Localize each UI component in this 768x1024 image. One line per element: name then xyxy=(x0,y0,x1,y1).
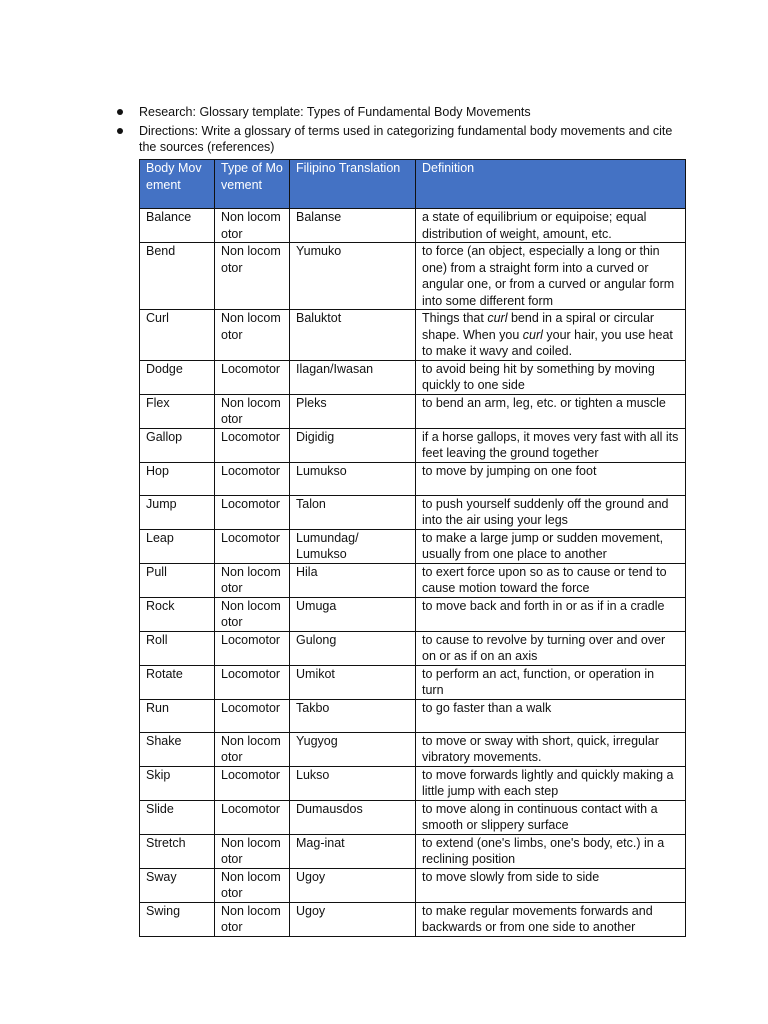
movement-cell: Flex xyxy=(140,394,215,428)
definition-cell: if a horse gallops, it moves very fast with all its feet leaving the ground together xyxy=(416,428,686,462)
definition-cell: to move along in continuous contact with a smooth or slippery surface xyxy=(416,800,686,834)
filipino-cell: Yugyog xyxy=(290,732,416,766)
definition-cell: to make a large jump or sudden movement, usually from one place to another xyxy=(416,529,686,563)
movement-cell: Gallop xyxy=(140,428,215,462)
type-cell: Non locomotor xyxy=(215,834,290,868)
movement-cell: Shake xyxy=(140,732,215,766)
type-cell: Non locomotor xyxy=(215,732,290,766)
definition-cell: to extend (one's limbs, one's body, etc.) in a reclining position xyxy=(416,834,686,868)
definition-emphasis: curl xyxy=(487,311,508,325)
filipino-cell: Balanse xyxy=(290,209,416,243)
definition-cell: to exert force upon so as to cause or tend to cause motion toward the force xyxy=(416,563,686,597)
movement-cell: Dodge xyxy=(140,360,215,394)
table-row xyxy=(140,529,686,563)
type-cell: Locomotor xyxy=(215,665,290,699)
movement-cell: Rock xyxy=(140,597,215,631)
table-row xyxy=(140,209,686,243)
movement-cell: Swing xyxy=(140,902,215,936)
table-row xyxy=(140,462,686,495)
table-row xyxy=(140,428,686,462)
header-definition: Definition xyxy=(416,160,686,209)
research-bullet xyxy=(112,104,692,121)
table-row xyxy=(140,800,686,834)
type-cell: Non locomotor xyxy=(215,563,290,597)
definition-cell: to move forwards lightly and quickly making a little jump with each step xyxy=(416,766,686,800)
table-row xyxy=(140,766,686,800)
directions-bullet xyxy=(112,123,692,156)
definition-cell: to move back and forth in or as if in a cradle xyxy=(416,597,686,631)
table-row xyxy=(140,495,686,529)
header-type-of-movement: Type of Movement xyxy=(215,160,290,209)
movement-cell: Rotate xyxy=(140,665,215,699)
table-row xyxy=(140,902,686,936)
table-row xyxy=(140,597,686,631)
type-cell: Non locomotor xyxy=(215,394,290,428)
table-row xyxy=(140,243,686,310)
movement-cell: Leap xyxy=(140,529,215,563)
table-header-row xyxy=(140,160,686,209)
type-cell: Non locomotor xyxy=(215,310,290,361)
table-row xyxy=(140,360,686,394)
filipino-cell: Lumundag/ Lumukso xyxy=(290,529,416,563)
header-filipino-translation: Filipino Translation xyxy=(290,160,416,209)
movement-cell: Roll xyxy=(140,631,215,665)
definition-text: your hair, you use heat to make it wavy and coiled. xyxy=(422,327,673,358)
filipino-cell: Lumukso xyxy=(290,462,416,495)
movement-cell: Pull xyxy=(140,563,215,597)
filipino-cell: Ugoy xyxy=(290,868,416,902)
filipino-cell: Hila xyxy=(290,563,416,597)
movement-cell: Jump xyxy=(140,495,215,529)
type-cell: Locomotor xyxy=(215,462,290,495)
table-row xyxy=(140,310,686,361)
definition-cell: to go faster than a walk xyxy=(416,699,686,732)
type-cell: Locomotor xyxy=(215,495,290,529)
movement-cell: Hop xyxy=(140,462,215,495)
movement-cell: Slide xyxy=(140,800,215,834)
definition-cell: to move slowly from side to side xyxy=(416,868,686,902)
table-row xyxy=(140,631,686,665)
movement-cell: Balance xyxy=(140,209,215,243)
definition-cell: to cause to revolve by turning over and over on or as if on an axis xyxy=(416,631,686,665)
filipino-cell: Ilagan/Iwasan xyxy=(290,360,416,394)
type-cell: Non locomotor xyxy=(215,209,290,243)
type-cell: Non locomotor xyxy=(215,597,290,631)
filipino-cell: Takbo xyxy=(290,699,416,732)
type-cell: Non locomotor xyxy=(215,868,290,902)
definition-cell: to bend an arm, leg, etc. or tighten a muscle xyxy=(416,394,686,428)
definition-cell: to make regular movements forwards and backwards or from one side to another xyxy=(416,902,686,936)
movement-cell: Bend xyxy=(140,243,215,310)
bullet-icon xyxy=(117,128,123,134)
glossary-table xyxy=(139,159,686,937)
type-cell: Locomotor xyxy=(215,360,290,394)
table-row xyxy=(140,732,686,766)
definition-cell: to perform an act, function, or operation in turn xyxy=(416,665,686,699)
table-row xyxy=(140,834,686,868)
type-cell: Locomotor xyxy=(215,529,290,563)
instructions-list xyxy=(112,104,692,158)
table-row xyxy=(140,868,686,902)
table-row xyxy=(140,699,686,732)
type-cell: Locomotor xyxy=(215,699,290,732)
table-row xyxy=(140,394,686,428)
movement-cell: Curl xyxy=(140,310,215,361)
type-cell: Locomotor xyxy=(215,800,290,834)
movement-cell: Stretch xyxy=(140,834,215,868)
directions-text: Directions: Write a glossary of terms used in categorizing fundamental body movements and cite the sources (references) xyxy=(139,123,673,154)
definition-cell: to avoid being hit by something by moving quickly to one side xyxy=(416,360,686,394)
header-body-movement: Body Movement xyxy=(140,160,215,209)
movement-cell: Run xyxy=(140,699,215,732)
filipino-cell: Umikot xyxy=(290,665,416,699)
definition-cell: to move by jumping on one foot xyxy=(416,462,686,495)
definition-cell: a state of equilibrium or equipoise; equal distribution of weight, amount, etc. xyxy=(416,209,686,243)
table-row xyxy=(140,563,686,597)
bullet-icon xyxy=(117,109,123,115)
filipino-cell: Umuga xyxy=(290,597,416,631)
filipino-cell: Pleks xyxy=(290,394,416,428)
definition-cell: to force (an object, especially a long or thin one) from a straight form into a curved or angular one, or from a curved or angular form into some different form xyxy=(416,243,686,310)
filipino-cell: Dumausdos xyxy=(290,800,416,834)
filipino-cell: Yumuko xyxy=(290,243,416,310)
table-row xyxy=(140,665,686,699)
movement-cell: Sway xyxy=(140,868,215,902)
definition-emphasis: curl xyxy=(522,327,543,342)
definition-cell: to move or sway with short, quick, irregular vibratory movements. xyxy=(416,732,686,766)
filipino-cell: Digidig xyxy=(290,428,416,462)
movement-cell: Skip xyxy=(140,766,215,800)
filipino-cell: Talon xyxy=(290,495,416,529)
filipino-cell: Baluktot xyxy=(290,310,416,361)
research-text: Research: Glossary template: Types of Fundamental Body Movements xyxy=(139,105,531,119)
definition-text: bend in a spiral or circular shape. When you xyxy=(422,311,655,342)
filipino-cell: Ugoy xyxy=(290,902,416,936)
type-cell: Non locomotor xyxy=(215,902,290,936)
definition-text: Things that xyxy=(422,311,488,325)
filipino-cell: Gulong xyxy=(290,631,416,665)
type-cell: Non locomotor xyxy=(215,243,290,310)
definition-cell: to push yourself suddenly off the ground and into the air using your legs xyxy=(416,495,686,529)
type-cell: Locomotor xyxy=(215,631,290,665)
type-cell: Locomotor xyxy=(215,766,290,800)
definition-cell xyxy=(416,310,686,361)
filipino-cell: Lukso xyxy=(290,766,416,800)
type-cell: Locomotor xyxy=(215,428,290,462)
filipino-cell: Mag-inat xyxy=(290,834,416,868)
